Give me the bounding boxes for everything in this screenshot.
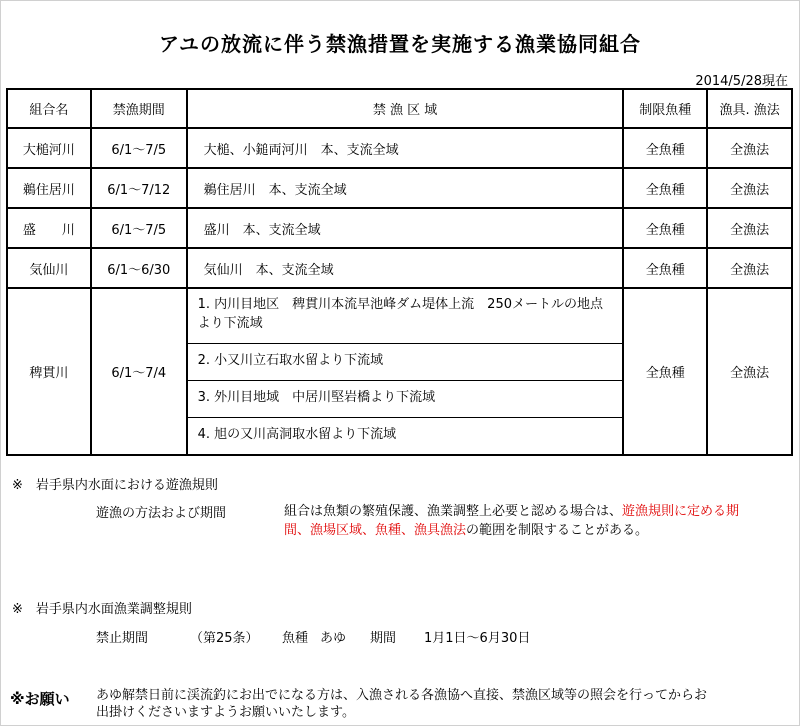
closure-table xyxy=(6,88,793,456)
closure-area-item: 3. 外川目地域 中居川堅岩橋より下流域 xyxy=(188,381,623,418)
closure-area-item: 2. 小又川立石取水留より下流域 xyxy=(188,344,623,381)
closure-period: 6/1～6/30 xyxy=(91,248,187,288)
page-title: アユの放流に伴う禁漁措置を実施する漁業協同組合 xyxy=(159,32,641,56)
request-label: ※お願い xyxy=(10,690,70,708)
request-line-1: あゆ解禁日前に渓流釣にお出でになる方は、入漁される各漁協へ直接、禁漁区域等の照会を行ってからお xyxy=(96,688,708,703)
rule1-label: 遊漁の方法および期間 xyxy=(96,506,227,521)
table-row xyxy=(7,168,792,208)
header-closure-area: 禁 漁 区 域 xyxy=(187,89,624,128)
header-closure-period: 禁漁期間 xyxy=(91,89,187,128)
restricted-species: 全魚種 xyxy=(623,288,707,455)
gear-method: 全漁法 xyxy=(707,168,792,208)
closure-area: 盛川 本、支流全域 xyxy=(187,208,624,248)
header-gear-method: 漁具. 漁法 xyxy=(707,89,792,128)
rule2-period: 1月1日～6月30日 xyxy=(424,631,531,646)
union-name: 稗貫川 xyxy=(7,288,91,455)
rule1-text-after: の範囲を制限することがある。 xyxy=(466,523,649,538)
closure-area: 大槌、小鎚両河川 本、支流全域 xyxy=(187,128,624,168)
gear-method: 全漁法 xyxy=(707,248,792,288)
closure-period: 6/1～7/5 xyxy=(91,208,187,248)
restricted-species: 全魚種 xyxy=(623,168,707,208)
restricted-species: 全魚種 xyxy=(623,128,707,168)
table-row-hienuki xyxy=(7,288,792,455)
rule2-label: 禁止期間 xyxy=(96,631,149,646)
union-name: 鵜住居川 xyxy=(7,168,91,208)
gear-method: 全漁法 xyxy=(707,208,792,248)
union-name: 気仙川 xyxy=(7,248,91,288)
rule1-heading: ※ 岩手県内水面における遊漁規則 xyxy=(12,478,218,493)
header-restricted-species: 制限魚種 xyxy=(623,89,707,128)
union-name: 盛 川 xyxy=(7,208,91,248)
table-row xyxy=(7,208,792,248)
rule1-text-highlight-2: 間、漁場区域、魚種、漁具漁法 xyxy=(284,523,467,538)
union-name: 大槌河川 xyxy=(7,128,91,168)
as-of-date: 2014/5/28現在 xyxy=(695,74,788,89)
gear-method: 全漁法 xyxy=(707,128,792,168)
restricted-species: 全魚種 xyxy=(623,208,707,248)
closure-period: 6/1～7/4 xyxy=(91,288,187,455)
table-row xyxy=(7,128,792,168)
closure-period: 6/1～7/12 xyxy=(91,168,187,208)
closure-area: 鵜住居川 本、支流全域 xyxy=(187,168,624,208)
header-union-name: 組合名 xyxy=(7,89,91,128)
rule2-article: （第25条） xyxy=(190,631,259,646)
rule2-species: あゆ xyxy=(320,631,347,646)
restricted-species: 全魚種 xyxy=(623,248,707,288)
rule1-text xyxy=(284,502,739,540)
closure-area-item: 4. 旭の又川高洞取水留より下流域 xyxy=(197,427,397,442)
closure-area-list xyxy=(187,288,624,455)
rule2-heading: ※ 岩手県内水面漁業調整規則 xyxy=(12,602,192,617)
closure-area-item: 1. 内川目地区 稗貫川本流早池峰ダム堤体上流 250メートルの地点より下流域 xyxy=(188,289,623,344)
rule1-text-highlight-1: 遊漁規則に定める期 xyxy=(622,504,740,519)
request-line-2: 出掛けくださいますようお願いいたします。 xyxy=(96,705,355,720)
rule1-text-before: 組合は魚類の繁殖保護、漁業調整上必要と認める場合は、 xyxy=(284,504,623,519)
table-row xyxy=(7,248,792,288)
gear-method: 全漁法 xyxy=(707,288,792,455)
rule2-species-label: 魚種 xyxy=(282,631,309,646)
closure-area: 気仙川 本、支流全域 xyxy=(187,248,624,288)
closure-period: 6/1～7/5 xyxy=(91,128,187,168)
rule2-period-label: 期間 xyxy=(370,631,397,646)
table-header-row xyxy=(7,89,792,128)
